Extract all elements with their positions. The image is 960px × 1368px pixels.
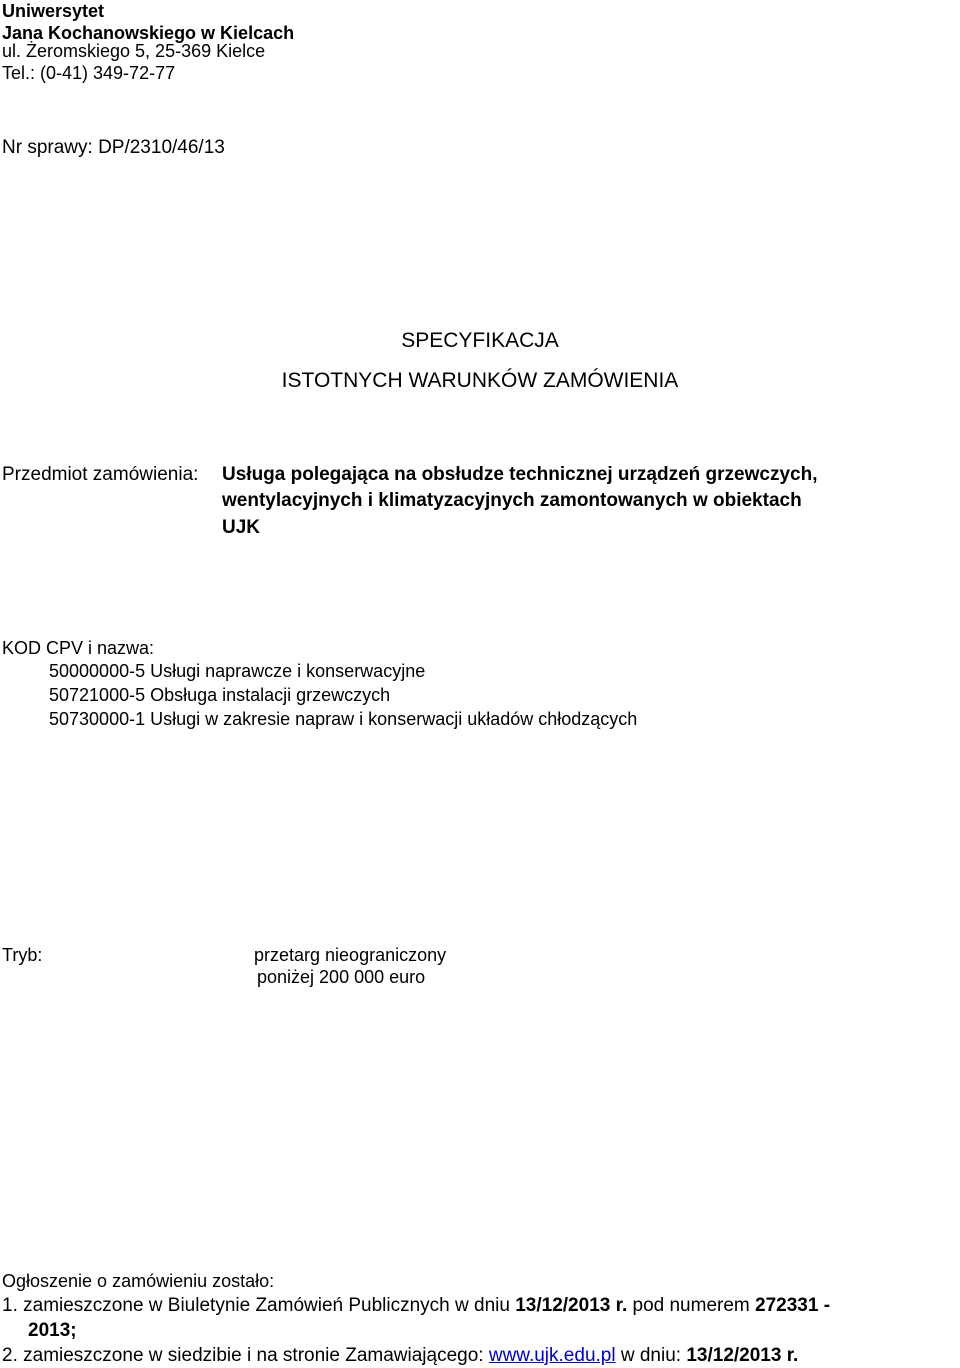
announcement-heading: Ogłoszenie o zamówieniu zostało: [2,1271,275,1291]
cpv-label: KOD CPV i nazwa: [2,638,155,658]
case-number: Nr sprawy: DP/2310/46/13 [2,137,225,158]
announcement-item-2-middle: w dniu: [620,1345,682,1366]
bzp-publication-date: 13/12/2013 r. [515,1295,628,1316]
bzp-number: 272331 - [755,1295,831,1316]
subject-line2: wentylacyjnych i klimatyzacyjnych zamontowanych w obiektach [222,490,802,511]
website-publication-date: 13/12/2013 r. [686,1345,799,1366]
subject-line1: Usługa polegająca na obsłudze technicznej urządzeń grzewczych, [222,464,818,485]
mode-line1: przetarg nieograniczony [254,945,447,965]
mode-line2: poniżej 200 000 euro [257,967,426,987]
cpv-item-3: 50730000-1 Usługi w zakresie napraw i konserwacji układów chłodzących [49,709,638,729]
subject-line3: UJK [222,517,261,538]
cpv-item-2: 50721000-5 Obsługa instalacji grzewczych [49,685,391,705]
university-address: ul. Żeromskiego 5, 25-369 Kielce [2,41,266,61]
announcement-item-2-prefix: 2. zamieszczone w siedzibie i na stronie Zamawiającego: [2,1345,484,1366]
subject-label: Przedmiot zamówienia: [2,464,199,485]
mode-label: Tryb: [2,945,43,965]
announcement-item-1 [2,1294,958,1318]
university-phone: Tel.: (0-41) 349-72-77 [2,63,176,83]
ujk-website-link[interactable]: www.ujk.edu.pl [488,1345,616,1366]
cpv-item-1: 50000000-5 Usługi naprawcze i konserwacyjne [49,661,426,681]
bzp-number-continuation: 2013; [28,1320,77,1341]
announcement-item-1-middle: pod numerem [632,1295,750,1316]
document-title-line2: ISTOTNYCH WARUNKÓW ZAMÓWIENIA [281,369,679,392]
university-name-line1: Uniwersytet [2,1,105,21]
university-name-line2: Jana Kochanowskiego w Kielcach [2,23,295,43]
announcement-item-2 [2,1344,798,1368]
announcement-item-1-prefix: 1. zamieszczone w Biuletynie Zamówień Publicznych w dniu [2,1295,510,1316]
document-title-line1: SPECYFIKACJA [401,329,559,352]
